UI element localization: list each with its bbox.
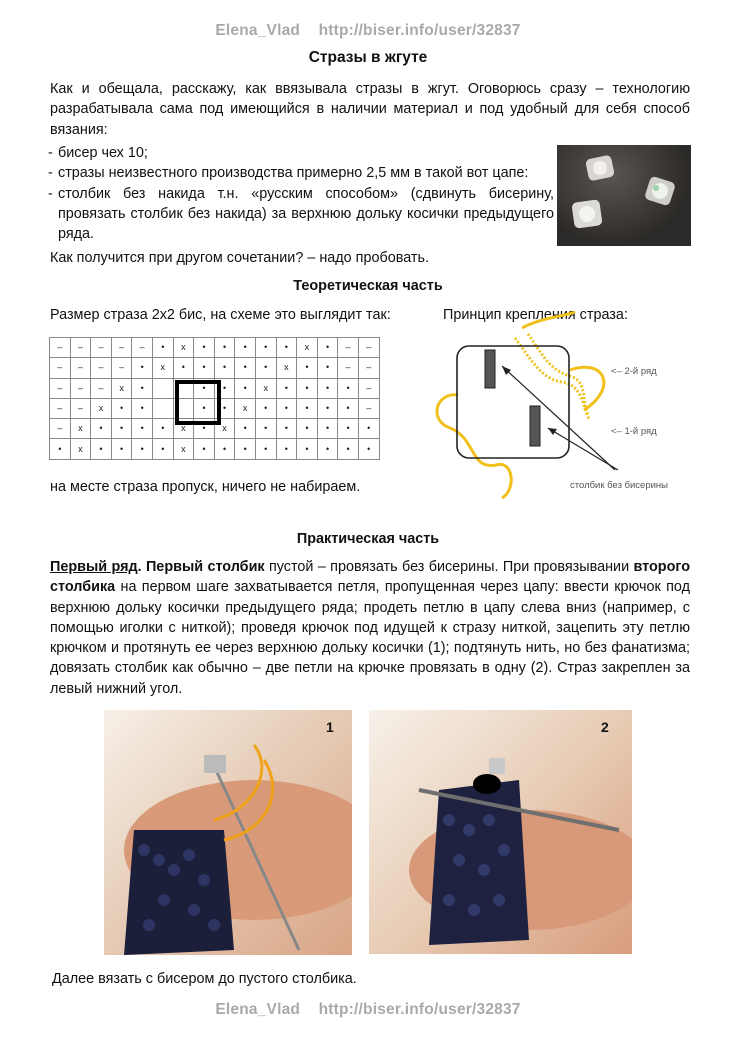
grid-cell: –	[70, 378, 91, 398]
grid-cell: •	[152, 419, 173, 439]
grid-cell: •	[338, 398, 359, 418]
grid-cell: –	[91, 358, 112, 378]
rhinestone-in-photo-2	[489, 758, 505, 774]
grid-cell: •	[132, 378, 153, 398]
grid-cell: •	[194, 378, 215, 398]
grid-cell: •	[214, 378, 235, 398]
grid-row	[50, 338, 380, 358]
rhinestone-photo	[557, 145, 691, 246]
stitch-bar-1	[530, 406, 540, 446]
grid-cell: –	[91, 338, 112, 358]
grid-cell: •	[50, 439, 71, 459]
grid-cell: •	[152, 439, 173, 459]
grid-cell: –	[358, 378, 379, 398]
grid-cell: –	[50, 338, 71, 358]
grid-cell: •	[235, 338, 256, 358]
beaded-rope-2	[429, 780, 529, 945]
grid-cell: •	[317, 419, 338, 439]
grid-cell: –	[358, 338, 379, 358]
grid-row	[50, 358, 380, 378]
practice-text-1: пустой – провязать без бисерины. При провязывании	[264, 559, 634, 575]
grid-cell: •	[91, 439, 112, 459]
first-row-label: Первый ряд	[50, 559, 138, 575]
materials-list	[48, 143, 554, 244]
grid-cell: •	[91, 419, 112, 439]
principle-caption: Принцип крепления страза:	[443, 307, 628, 323]
rhinestone-photo-drawing	[557, 145, 691, 246]
grid-cell: •	[297, 419, 318, 439]
grid-cell: •	[317, 338, 338, 358]
rhinestone-1	[585, 155, 615, 182]
grid-cell: –	[50, 398, 71, 418]
arrowhead-2	[548, 428, 557, 435]
grid-cell: •	[358, 439, 379, 459]
grid-note: на месте страза пропуск, ничего не набираем.	[50, 479, 361, 495]
page-footer	[0, 1001, 736, 1019]
practice-text-2: на первом шаге захватывается петля, пропущенная через цапу: ввести крючок под верхнюю дольку косички предыдущего ряда; продеть петлю в цапу слева вниз (например, с помощью иголки с ниткой); проведя крючок под идущей к стразу ниткой, зацепить эту петлю крючком и протянуть ее через верхнюю дольку косички (1); подтянуть нить, но без фанатизма; довязать столбик как обычно – две петли на крючке провязать в одну (2). Страз закреплен за левый нижний угол.	[50, 579, 690, 697]
grid-cell: •	[276, 419, 297, 439]
grid-cell: •	[173, 358, 194, 378]
material-beads: - бисер чех 10;	[48, 143, 554, 163]
grid-cell: –	[132, 338, 153, 358]
material-stitch: - столбик без накида т.н. «русским способом» (сдвинуть бисерину, провязать столбик без накида) за верхнюю дольку косички предыдущего ряда.	[48, 184, 554, 245]
header-author: Elena_Vlad	[215, 22, 301, 39]
grid-cell: –	[338, 338, 359, 358]
grid-cell: –	[358, 358, 379, 378]
photo-2-label: 2	[601, 719, 609, 735]
grid-cell: •	[194, 338, 215, 358]
thread-dotted-2	[515, 338, 588, 415]
practice-heading: Практическая часть	[296, 531, 440, 547]
theory-heading: Теоретическая часть	[293, 278, 443, 294]
grid-cell: x	[255, 378, 276, 398]
grid-cell: x	[276, 358, 297, 378]
grid-cell: •	[255, 439, 276, 459]
grid-cell	[152, 398, 173, 418]
grid-cell: –	[91, 378, 112, 398]
footer-url[interactable]: http://biser.info/user/32837	[318, 1001, 521, 1018]
grid-cell: •	[297, 378, 318, 398]
pointer-line-2	[548, 428, 618, 470]
grid-cell: x	[91, 398, 112, 418]
grid-cell: •	[338, 419, 359, 439]
stitch-label: столбик без бисерины	[570, 480, 669, 491]
grid-cell: •	[235, 378, 256, 398]
row1-label: <– 1-й ряд	[611, 426, 657, 437]
step-photo-1-drawing	[104, 710, 352, 955]
material-rhinestones: - стразы неизвестного производства примерно 2,5 мм в такой вот цапе:	[48, 163, 554, 183]
grid-cell: •	[255, 338, 276, 358]
grid-cell: –	[50, 419, 71, 439]
grid-cell: •	[235, 439, 256, 459]
step-photo-1	[104, 710, 352, 955]
grid-cell: x	[152, 358, 173, 378]
second-column-label: второго столбика	[50, 559, 690, 596]
principle-diagram	[430, 310, 690, 505]
grid-cell: •	[358, 419, 379, 439]
grid-cell: –	[111, 338, 132, 358]
rhinestone-2	[644, 176, 676, 207]
grid-cell: –	[70, 358, 91, 378]
grid-cell: •	[152, 338, 173, 358]
step-photo-2	[369, 710, 632, 954]
rhinestone-outline	[457, 346, 569, 458]
grid-cell: x	[70, 419, 91, 439]
grid-cell: •	[111, 398, 132, 418]
grid-cell: •	[235, 419, 256, 439]
grid-cell: •	[194, 439, 215, 459]
grid-cell: •	[255, 398, 276, 418]
footer-author: Elena_Vlad	[215, 1001, 301, 1018]
grid-cell: x	[297, 338, 318, 358]
grid-cell	[152, 378, 173, 398]
grid-cell: •	[194, 398, 215, 418]
grid-cell: •	[255, 419, 276, 439]
grid-cell: •	[317, 358, 338, 378]
grid-cell: –	[50, 378, 71, 398]
grid-cell: •	[132, 419, 153, 439]
grid-cell: •	[276, 378, 297, 398]
rope-opening	[473, 774, 501, 794]
pointer-line-1	[502, 366, 615, 470]
grid-cell: –	[70, 338, 91, 358]
grid-cell: •	[317, 439, 338, 459]
practice-paragraph: Первый ряд. Первый столбик пустой – провязать без бисерины. При провязывании второго столбика на первом шаге захватывается петля, пропущенная через цапу: ввести крючок под верхнюю дольку косички предыдущего ряда; продеть петлю в цапу слева вниз (например, с помощью иголки с ниткой); проведя крючок под идущей к стразу ниткой, зацепить эту петлю крючком и протянуть ее через верхнюю дольку косички (1); подтянуть нить, но без фанатизма; довязать столбик как обычно – две петли на крючке провязать в одну (2). Страз закреплен за левый нижний угол.	[50, 559, 690, 697]
page-title: Стразы в жгуте	[308, 49, 428, 66]
grid-cell: •	[317, 398, 338, 418]
scheme-caption: Размер страза 2х2 бис, на схеме это выглядит так:	[50, 307, 391, 323]
grid-cell: –	[70, 398, 91, 418]
header-url[interactable]: http://biser.info/user/32837	[318, 22, 521, 39]
grid-cell: x	[173, 419, 194, 439]
grid-cell: •	[338, 378, 359, 398]
question-line: Как получится при другом сочетании? – надо пробовать.	[50, 250, 429, 266]
grid-cell: x	[235, 398, 256, 418]
grid-cell: •	[338, 439, 359, 459]
grid-cell: x	[173, 439, 194, 459]
grid-cell: •	[214, 358, 235, 378]
step-photo-2-drawing	[369, 710, 632, 954]
grid-cell: –	[111, 358, 132, 378]
rhinestone-in-photo	[204, 755, 226, 773]
grid-cell: •	[297, 398, 318, 418]
grid-cell: •	[132, 358, 153, 378]
grid-cell: x	[173, 338, 194, 358]
intro-paragraph: Как и обещала, расскажу, как ввязывала стразы в жгут. Оговорюсь сразу – технологию разрабатывала сама под имеющийся в наличии материал и под удобный для себя способ вязания:	[50, 81, 690, 138]
first-column-label: Первый столбик	[145, 559, 265, 575]
grid-cell: •	[214, 439, 235, 459]
grid-cell: •	[235, 358, 256, 378]
photo-1-label: 1	[326, 719, 334, 735]
grid-cell: •	[194, 419, 215, 439]
grid-cell: •	[111, 439, 132, 459]
grid-cell: •	[194, 358, 215, 378]
rhinestone-square	[175, 380, 221, 425]
grid-cell: •	[317, 378, 338, 398]
page-header	[0, 22, 736, 40]
grid-cell: x	[214, 419, 235, 439]
grid-cell: –	[338, 358, 359, 378]
grid-cell: •	[214, 398, 235, 418]
grid-cell: •	[276, 398, 297, 418]
grid-cell: x	[70, 439, 91, 459]
rhinestone-3	[571, 199, 602, 229]
grid-cell: –	[50, 358, 71, 378]
after-note: Далее вязать с бисером до пустого столбика.	[52, 971, 357, 987]
grid-cell: •	[111, 419, 132, 439]
grid-cell: –	[358, 398, 379, 418]
grid-cell: •	[276, 338, 297, 358]
grid-cell: •	[132, 398, 153, 418]
grid-cell: •	[132, 439, 153, 459]
grid-cell: •	[297, 439, 318, 459]
grid-cell: •	[297, 358, 318, 378]
grid-cell: •	[276, 439, 297, 459]
grid-cell: •	[214, 338, 235, 358]
stitch-bar-2	[485, 350, 495, 388]
grid-row	[50, 439, 380, 459]
grid-cell: •	[255, 358, 276, 378]
row2-label: <– 2-й ряд	[611, 366, 657, 377]
grid-cell: x	[111, 378, 132, 398]
